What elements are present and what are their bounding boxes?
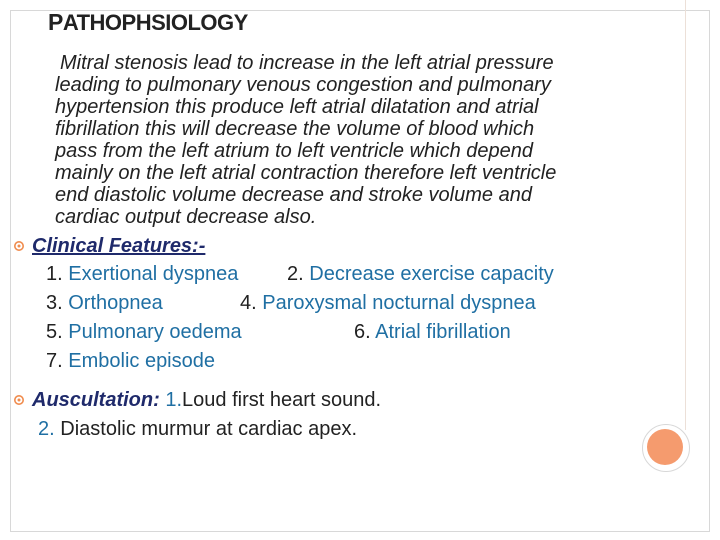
decorative-rail xyxy=(685,0,686,430)
item-number: 1. xyxy=(46,263,63,285)
title-first-letter: P xyxy=(48,9,63,35)
list-item xyxy=(46,350,215,373)
auscultation-line xyxy=(38,418,357,441)
item-text: Pulmonary oedema xyxy=(68,321,242,343)
list-item xyxy=(46,321,242,344)
paragraph-line: hypertension this produce left atrial dilatation and atrial xyxy=(55,96,539,118)
item-text: Orthopnea xyxy=(68,292,163,314)
list-item xyxy=(240,292,536,315)
item-text: Diastolic murmur at cardiac apex. xyxy=(60,418,358,440)
item-number: 2. xyxy=(38,418,55,440)
flower-bullet-icon xyxy=(13,240,25,252)
item-number: 4. xyxy=(240,292,257,314)
auscultation-line xyxy=(32,389,381,412)
item-number: 1. xyxy=(165,389,183,411)
paragraph-line: leading to pulmonary venous congestion and pulmonary xyxy=(55,74,551,96)
item-number: 6. xyxy=(354,321,371,343)
item-text: Exertional dyspnea xyxy=(68,263,239,285)
clinical-features-heading: Clinical Features:- xyxy=(32,235,206,257)
paragraph-line: fibrillation this will decrease the volume of blood which xyxy=(55,118,535,140)
paragraph-line: pass from the left atrium to left ventricle which depend xyxy=(55,140,534,162)
item-number: 3. xyxy=(46,292,63,314)
list-item xyxy=(354,321,511,344)
list-item xyxy=(46,292,163,315)
item-text: Paroxysmal nocturnal dyspnea xyxy=(262,292,536,314)
decorative-circle xyxy=(647,429,683,465)
list-item xyxy=(46,263,238,286)
page-title xyxy=(48,9,248,36)
paragraph-line: end diastolic volume decrease and stroke volume and xyxy=(55,184,532,206)
item-text: Embolic episode xyxy=(68,350,215,372)
paragraph-line: mainly on the left atrial contraction therefore left ventricle xyxy=(55,162,557,184)
item-number: 5. xyxy=(46,321,63,343)
flower-bullet-icon xyxy=(13,394,25,406)
paragraph-line: Mitral stenosis lead to increase in the left atrial pressure xyxy=(60,52,554,74)
title-rest: ATHOPHSIOLOGY xyxy=(62,10,248,35)
paragraph-line: cardiac output decrease also. xyxy=(55,206,317,228)
item-number: 7. xyxy=(46,350,63,372)
item-text: Decrease exercise capacity xyxy=(309,263,554,285)
auscultation-label: Auscultation: xyxy=(32,389,160,411)
list-item xyxy=(287,263,554,286)
item-text: Loud first heart sound. xyxy=(182,389,382,411)
item-text: Atrial fibrillation xyxy=(375,321,511,343)
item-number: 2. xyxy=(287,263,304,285)
